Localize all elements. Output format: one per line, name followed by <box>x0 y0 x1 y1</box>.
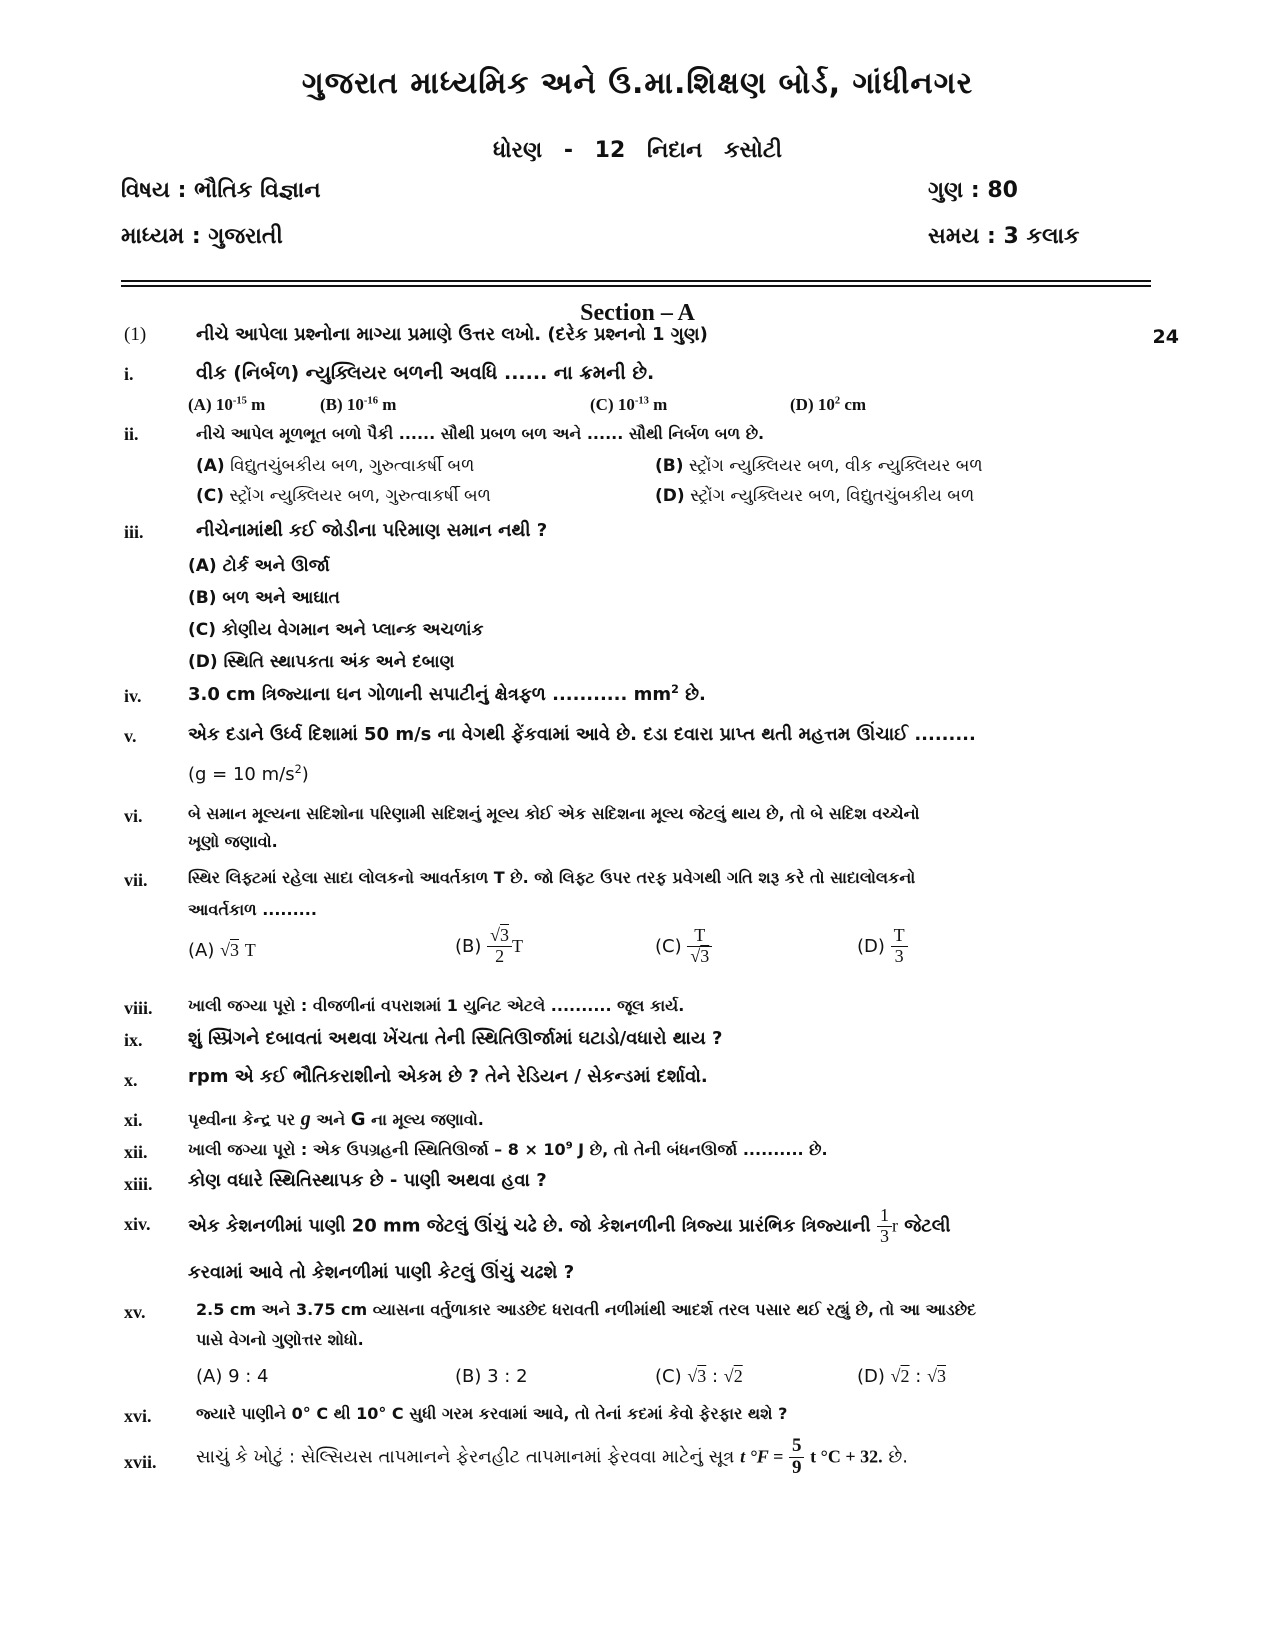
question-text: જ્યારે પાણીને 0° C થી 10° C સુધી ગરમ કરવામાં આવે, તો તેનાં કદમાં કેવો ફેરફાર થશે ? <box>196 1404 788 1423</box>
question-number: xiii. <box>124 1174 153 1194</box>
option-d: (D) √2 : √3 <box>857 1366 946 1387</box>
question-number: x. <box>124 1070 138 1090</box>
question-text: ખાલી જગ્યા પૂરો : એક ઉપગ્રહની સ્થિતિઊર્જા – $8 \times 10^9$ J છે, તો તેની બંધનઊર્જા .......... છે. <box>188 1140 828 1159</box>
question-text-continued: ખૂણો જણાવો. <box>188 832 278 851</box>
question-text: 3.0 cm ત્રિજ્યાના ઘન ગોળાની સપાટીનું ક્ષેત્રફળ ........... $mm^2$ છે. <box>188 683 706 705</box>
question-text-continued: આવર્તકાળ ......... <box>188 900 317 919</box>
question-text: સ્થિર લિફ્ટમાં રહેલા સાદા લોલકનો આવર્તકાળ T છે. જો લિફ્ટ ઉપર તરફ પ્રવેગથી ગતિ શરૂ કરે તો સાદાલોલકનો <box>188 868 916 887</box>
subject-label: વિષય : ભૌતિક વિજ્ઞાન <box>121 178 321 203</box>
option-c: (C) કોણીય વેગમાન અને પ્લાન્ક અચળાંક <box>188 620 484 640</box>
question-number: vi. <box>124 806 143 826</box>
option-b: (B) 3 : 2 <box>455 1366 528 1387</box>
option-d: (D) $\frac{T}{3}$ <box>857 926 908 967</box>
total-marks-label: ગુણ : 80 <box>928 178 1018 203</box>
option-a: (A) 9 : 4 <box>196 1366 269 1387</box>
question-text: સાચું કે ખોટું : સેલ્સિયસ તાપમાનને ફેરનહીટ તાપમાનમાં ફેરવવા માટેનું સૂત્ર t °F = $\frac{5}{9}$ t °C + 32. છે. <box>196 1435 908 1478</box>
question-text: નીચેનામાંથી કઈ જોડીના પરિમાણ સમાન નથી ? <box>196 520 548 541</box>
header-divider-top <box>121 280 1151 282</box>
question-number: xii. <box>124 1142 148 1162</box>
question-number: ix. <box>124 1030 143 1050</box>
option-a: (A) √3 T <box>188 940 256 961</box>
option-d: (D) સ્ટ્રોંગ ન્યુક્લિયર બળ, વિદ્યુતચુંબકીય બળ <box>655 486 975 506</box>
question-number: v. <box>124 726 137 746</box>
question-note: (g = 10 $m/s^2$) <box>188 763 309 785</box>
question-text: એક દડાને ઉર્ધ્વ દિશામાં 50 m/s ના વેગથી ફેંકવામાં આવે છે. દડા દવારા પ્રાપ્ત થતી મહત્તમ ઊંચાઈ ......... <box>188 724 976 745</box>
question-text: બે સમાન મૂલ્યના સદિશોના પરિણામી સદિશનું મૂલ્ય કોઈ એક સદિશના મૂલ્ય જેટલું થાય છે, તો બે સદિશ વચ્ચેનો <box>188 804 920 823</box>
section-title: Section – A <box>580 300 695 326</box>
option-c: (C) $10^{-13}$ m <box>590 395 668 414</box>
question-number: vii. <box>124 870 148 890</box>
option-b: (B) $10^{-16}$ m <box>320 395 397 414</box>
question-number: iv. <box>124 686 142 706</box>
question-text: વીક (નિર્બળ) ન્યુક્લિયર બળની અવધિ ...... ના ક્રમની છે. <box>196 362 655 384</box>
question-text: નીચે આપેલ મૂળભૂત બળો પૈકી ...... સૌથી પ્રબળ બળ અને ...... સૌથી નિર્બળ બળ છે. <box>196 424 765 443</box>
question-text: ખાલી જગ્યા પૂરો : વીજળીનાં વપરાશમાં 1 યુનિટ એટલે .......... જૂલ કાર્ય. <box>188 996 685 1015</box>
option-c: (C) √3 : √2 <box>655 1366 743 1387</box>
option-a: (A) $10^{-15}$ m <box>188 395 266 414</box>
option-b: (B) $\frac{√3}{2}$ T <box>455 925 524 966</box>
question-number: ii. <box>124 424 139 444</box>
exam-type-label: નિદાન કસોટી <box>646 138 783 163</box>
question-number: viii. <box>124 998 153 1018</box>
option-a: (A) વિદ્યુતચુંબકીય બળ, ગુરુત્વાકર્ષી બળ <box>196 456 475 476</box>
question-text: એક કેશનળીમાં પાણી 20 mm જેટલું ઊંચું ચઢે છે. જો કેશનળીની ત્રિજ્યા પ્રારંભિક ત્રિજ્યાની $\frac{1}{3}$ r જેટલી <box>188 1205 951 1246</box>
section-number: (1) <box>124 324 147 345</box>
option-d: (D) સ્થિતિ સ્થાપકતા અંક અને દબાણ <box>188 652 455 672</box>
question-number: iii. <box>124 522 144 542</box>
question-text: પૃથ્વીના કેન્દ્ર પર g અને G ના મૂલ્ય જણાવો. <box>188 1108 484 1130</box>
option-d: (D) $10^2$ cm <box>790 395 867 414</box>
question-text-continued: પાસે વેગનો ગુણોત્તર શોધો. <box>196 1330 364 1349</box>
question-number: xi. <box>124 1110 143 1130</box>
question-number: xvi. <box>124 1406 152 1426</box>
standard-label: ધોરણ - 12 <box>492 138 626 163</box>
question-number: i. <box>124 364 134 384</box>
question-number: xiv. <box>124 1214 151 1234</box>
option-c: (C) સ્ટ્રોંગ ન્યુક્લિયર બળ, ગુરુત્વાકર્ષી બળ <box>196 486 491 506</box>
option-b: (B) સ્ટ્રોંગ ન્યુક્લિયર બળ, વીક ન્યુક્લિયર બળ <box>655 456 983 476</box>
section-instruction: નીચે આપેલા પ્રશ્નોના માગ્યા પ્રમાણે ઉત્તર લખો. (દરેક પ્રશ્નનો 1 ગુણ) <box>196 324 708 345</box>
question-number: xv. <box>124 1302 146 1322</box>
question-text: rpm એ કઈ ભૌતિકરાશીનો એકમ છે ? તેને રેડિયન / સેકન્ડમાં દર્શાવો. <box>188 1066 708 1087</box>
board-title: ગુજરાત માધ્યમિક અને ઉ.મા.શિક્ષણ બોર્ડ, ગાંધીનગર <box>301 66 974 101</box>
question-text: શું સ્પ્રિંગને દબાવતાં અથવા ખેંચતા તેની સ્થિતિઊર્જામાં ઘટાડો/વધારો થાય ? <box>188 1028 723 1049</box>
question-text: 2.5 cm અને 3.75 cm વ્યાસના વર્તુળાકાર આડછેદ ધરાવતી નળીમાંથી આદર્શ તરલ પસાર થઈ રહ્યું છે, તો આ આડછેદ <box>196 1300 977 1319</box>
exam-subtitle <box>0 138 1275 163</box>
question-text: કોણ વધારે સ્થિતિસ્થાપક છે - પાણી અથવા હવા ? <box>188 1170 547 1191</box>
section-marks: 24 <box>1152 326 1179 348</box>
option-c: (C) $\frac{T}{√3}$ <box>655 926 712 967</box>
question-text-continued: કરવામાં આવે તો કેશનળીમાં પાણી કેટલું ઊંચું ચઢશે ? <box>188 1262 575 1283</box>
medium-label: માધ્યમ : ગુજરાતી <box>121 224 283 249</box>
header-divider-bottom <box>121 285 1151 287</box>
option-b: (B) બળ અને આઘાત <box>188 588 340 608</box>
question-number: xvii. <box>124 1452 157 1472</box>
option-a: (A) ટોર્ક અને ઊર્જા <box>188 556 330 576</box>
time-label: સમય : 3 કલાક <box>928 224 1080 249</box>
